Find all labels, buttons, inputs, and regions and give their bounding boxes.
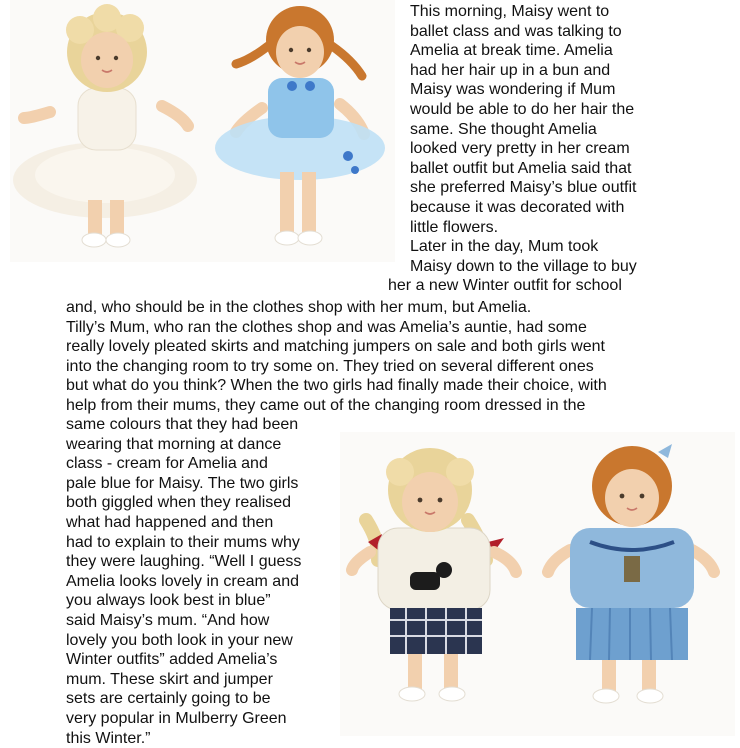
text-line: into the changing room to try some on. They tried on several different ones (66, 357, 607, 377)
text-line: Amelia looks lovely in cream and (66, 572, 301, 592)
text-line: mum. These skirt and jumper (66, 670, 301, 690)
text-line: she preferred Maisy’s blue outfit (410, 178, 637, 198)
text-line: little flowers. (410, 218, 637, 238)
story-paragraph-wide (66, 298, 607, 416)
text-line: Winter outfits” added Amelia’s (66, 650, 301, 670)
winter-outfit-dolls-photo (340, 432, 735, 736)
text-line: same colours that they had been (66, 415, 301, 435)
text-line: what had happened and then (66, 513, 301, 533)
text-line: Amelia at break time. Amelia (410, 41, 637, 61)
text-line: same. She thought Amelia (410, 120, 637, 140)
text-line: ballet outfit but Amelia said that (410, 159, 637, 179)
text-line: ballet class and was talking to (410, 22, 637, 42)
text-line: help from their mums, they came out of the changing room dressed in the (66, 396, 607, 416)
text-line: because it was decorated with (410, 198, 637, 218)
text-line: really lovely pleated skirts and matching jumpers on sale and both girls went (66, 337, 607, 357)
text-line: Later in the day, Mum took (410, 237, 637, 257)
amelia-ballet-doll (13, 4, 197, 247)
story-paragraph-top (410, 2, 637, 296)
text-line: and, who should be in the clothes shop with her mum, but Amelia. (66, 298, 607, 318)
text-line: Maisy was wondering if Mum (410, 80, 637, 100)
text-line: Maisy down to the village to buy (410, 257, 637, 277)
text-line: very popular in Mulberry Green (66, 709, 301, 729)
text-line: sets are certainly going to be (66, 689, 301, 709)
maisy-winter-doll (548, 444, 714, 703)
story-paragraph-bottom (66, 415, 301, 748)
maisy-ballet-doll (215, 6, 385, 245)
text-line: but what do you think? When the two girls had finally made their choice, with (66, 376, 607, 396)
text-line: her a new Winter outfit for school (388, 276, 637, 296)
text-line: pale blue for Maisy. The two girls (66, 474, 301, 494)
text-line: This morning, Maisy went to (410, 2, 637, 22)
text-line: both giggled when they realised (66, 493, 301, 513)
text-line: had her hair up in a bun and (410, 61, 637, 81)
text-line: said Maisy’s mum. “And how (66, 611, 301, 631)
text-line: you always look best in blue” (66, 591, 301, 611)
text-line: had to explain to their mums why (66, 533, 301, 553)
text-line: wearing that morning at dance (66, 435, 301, 455)
ballet-dolls-photo (10, 0, 395, 262)
text-line: Tilly’s Mum, who ran the clothes shop and was Amelia’s auntie, had some (66, 318, 607, 338)
amelia-winter-doll (352, 448, 516, 701)
text-line: class - cream for Amelia and (66, 454, 301, 474)
text-line: would be able to do her hair the (410, 100, 637, 120)
text-line: this Winter.” (66, 729, 301, 748)
text-line: looked very pretty in her cream (410, 139, 637, 159)
text-line: they were laughing. “Well I guess (66, 552, 301, 572)
text-line: lovely you both look in your new (66, 631, 301, 651)
